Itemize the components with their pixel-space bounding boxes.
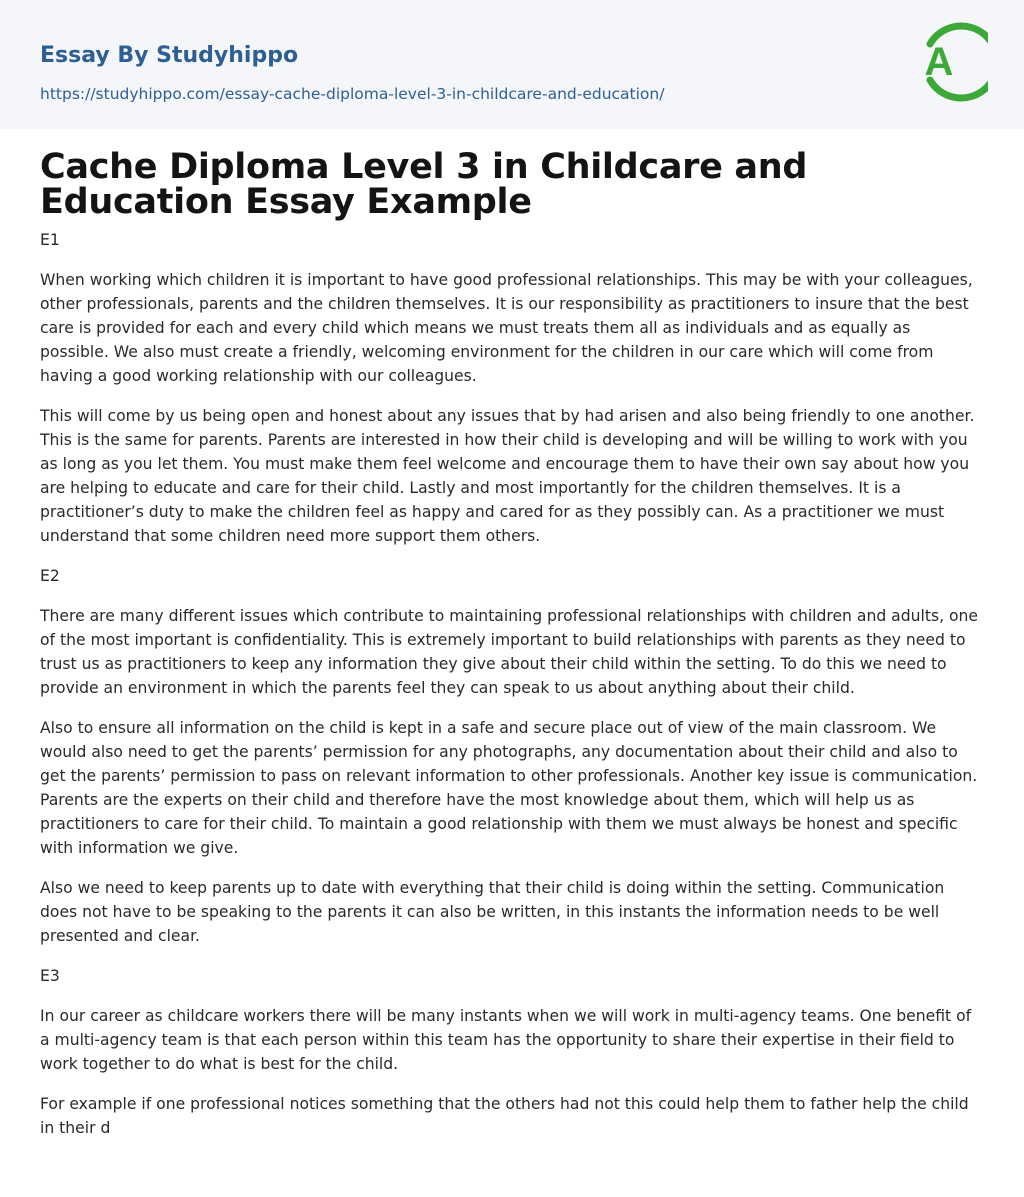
paragraph: When working which children it is important to have good professional relationships. This may be with your colleagues, other professionals, parents and the children themselves. It is our responsibility as practitioners to insure that the best care is provided for each and every child which means we must treats them all as individuals and as equally as possible. We also must create a friendly, welcoming environment for the children in our care which will come from having a good working relationship with our colleagues. — [40, 271, 973, 385]
site-brand[interactable]: Essay By Studyhippo — [40, 43, 299, 68]
paragraph: In our career as childcare workers there will be many instants when we will work in multi-agency teams. One benefit of a multi-agency team is that each person within this team has the opportunity to share their expertise in their field to work together to do what is best for the child. — [40, 1007, 972, 1073]
paragraph: For example if one professional notices something that the others had not this could help them to father help the child in their d — [40, 1095, 969, 1137]
paragraph: This will come by us being open and honest about any issues that by had arisen and also being friendly to one another. This is the same for parents. Parents are interested in how their child is developing and will be willing to work with you as long as you let them. You must make them feel welcome and encourage them to have their own say about how you are helping to educate and care for their child. Lastly and most importantly for the children themselves. It is a practitioner’s duty to make the children feel as happy and cared for as they possibly can. As a practitioner we must understand that some children need more support them others. — [40, 407, 975, 545]
article — [0, 129, 1024, 1140]
paragraph: Also we need to keep parents up to date with everything that their child is doing within the setting. Communication does not have to be speaking to the parents it can also be written, in this instants the information needs to be well presented and clear. — [40, 879, 945, 945]
section-label-e1: E1 — [40, 231, 60, 249]
paragraph: There are many different issues which contribute to maintaining professional relationships with children and adults, one of the most important is confidentiality. This is extremely important to build relationships with parents as they need to trust us as practitioners to keep any information they give about their child within the setting. To do this we need to provide an environment in which the parents feel they can speak to us about anything about their child. — [40, 607, 979, 697]
studyhippo-logo-icon[interactable] — [912, 18, 988, 106]
logo-letter: A — [924, 40, 954, 84]
paragraph: Also to ensure all information on the child is kept in a safe and secure place out of view of the main classroom. We would also need to get the parents’ permission for any photographs, any documentation about their child and also to get the parents’ permission to pass on relevant information to other professionals. Another key issue is communication. Parents are the experts on their child and therefore have the most knowledge about them, which will help us as practitioners to care for their child. To maintain a good relationship with them we must always be honest and specific with information we give. — [40, 719, 978, 857]
site-header — [0, 0, 1024, 129]
article-title: Cache Diploma Level 3 in Childcare and Education Essay Example — [40, 147, 808, 222]
source-url-link[interactable]: https://studyhippo.com/essay-cache-diploma-level-3-in-childcare-and-education/ — [40, 85, 665, 103]
section-label-e3: E3 — [40, 967, 60, 985]
section-label-e2: E2 — [40, 567, 60, 585]
